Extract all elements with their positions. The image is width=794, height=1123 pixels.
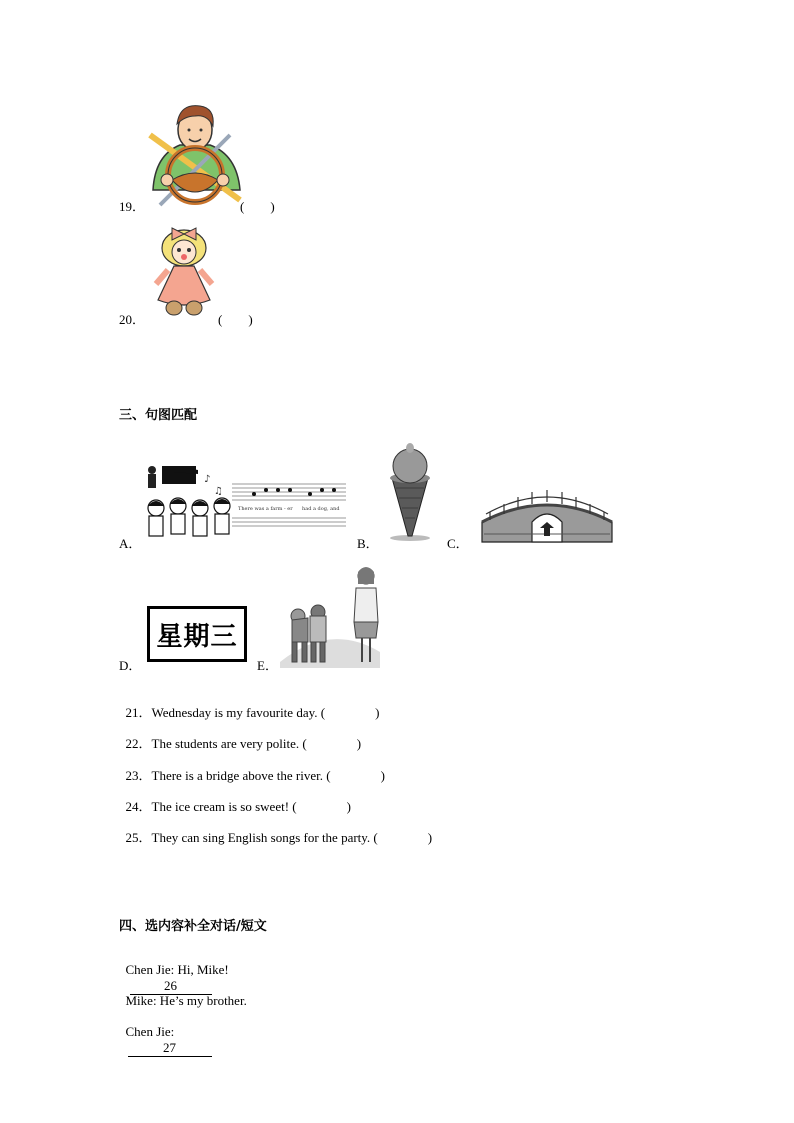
question-21-close: ) <box>375 705 380 720</box>
sheet-lyrics-2: had a dog, and <box>302 506 340 512</box>
option-b-picture <box>382 438 438 542</box>
ice-cream-icon <box>382 438 438 542</box>
option-a-label: A． <box>119 536 142 551</box>
section-4-heading: 四、选内容补全对话/短文 <box>119 919 267 934</box>
doll-icon <box>148 222 220 318</box>
question-22 <box>119 717 361 752</box>
option-d-label: D． <box>119 658 142 673</box>
question-25-close: ) <box>427 830 433 845</box>
question-22-text: The students are very polite. ( <box>151 736 307 751</box>
dialog-line-3-text: Chen Jie: <box>125 1024 175 1039</box>
question-25-number: 25． <box>125 830 152 845</box>
option-a-picture <box>144 460 349 546</box>
bridge-icon <box>480 478 614 544</box>
question-25-text: They can sing English songs for the party. ( <box>151 830 378 845</box>
dialog-line-3 <box>119 1008 212 1057</box>
section-3-heading: 三、句图匹配 <box>119 408 198 423</box>
question-22-close: ) <box>356 736 362 751</box>
question-24-close: ) <box>346 799 351 814</box>
svg-text:♫: ♫ <box>214 486 223 497</box>
question-23-close: ) <box>380 768 385 783</box>
dialog-line-2 <box>119 977 247 1009</box>
blank-26[interactable]: 26 <box>130 978 212 995</box>
dialog-line-1-text: Chen Jie: Hi, Mike! <box>125 962 229 977</box>
question-24-text: The ice cream is so sweet! ( <box>151 799 297 814</box>
option-e-label: E． <box>257 658 278 673</box>
question-20-answer[interactable]: ( ) <box>218 312 253 327</box>
question-23-text: There is a bridge above the river. ( <box>151 768 331 783</box>
question-24-number: 24． <box>125 799 152 814</box>
question-23 <box>119 749 385 784</box>
sheet-lyrics-1: There was a farm - er <box>238 506 293 512</box>
question-22-number: 22． <box>125 736 152 751</box>
question-21-number: 21． <box>125 705 152 720</box>
wednesday-sign-icon <box>147 606 247 662</box>
blank-27[interactable]: 27 <box>128 1040 212 1057</box>
option-e-picture <box>280 562 380 668</box>
option-c-label: C． <box>447 536 469 551</box>
question-21-text: Wednesday is my favourite day. ( <box>151 705 326 720</box>
question-25 <box>119 811 432 846</box>
polite-students-icon <box>280 562 380 668</box>
driver-picture <box>145 100 245 208</box>
question-19-answer[interactable]: ( ) <box>240 199 275 214</box>
option-b-label: B． <box>357 536 379 551</box>
dialog-line-2-text: Mike: He’s my brother. <box>125 993 247 1008</box>
question-23-number: 23． <box>125 768 152 783</box>
question-19-number: 19． <box>119 199 146 214</box>
wednesday-sign-text: 星期三 <box>156 621 238 652</box>
question-24 <box>119 780 351 815</box>
doll-picture <box>148 222 220 318</box>
svg-text:♪: ♪ <box>204 474 211 485</box>
option-c-picture <box>480 478 614 544</box>
driver-icon <box>145 100 245 208</box>
question-21 <box>119 686 379 721</box>
question-20-number: 20． <box>119 312 146 327</box>
singing-children-icon <box>144 460 349 546</box>
